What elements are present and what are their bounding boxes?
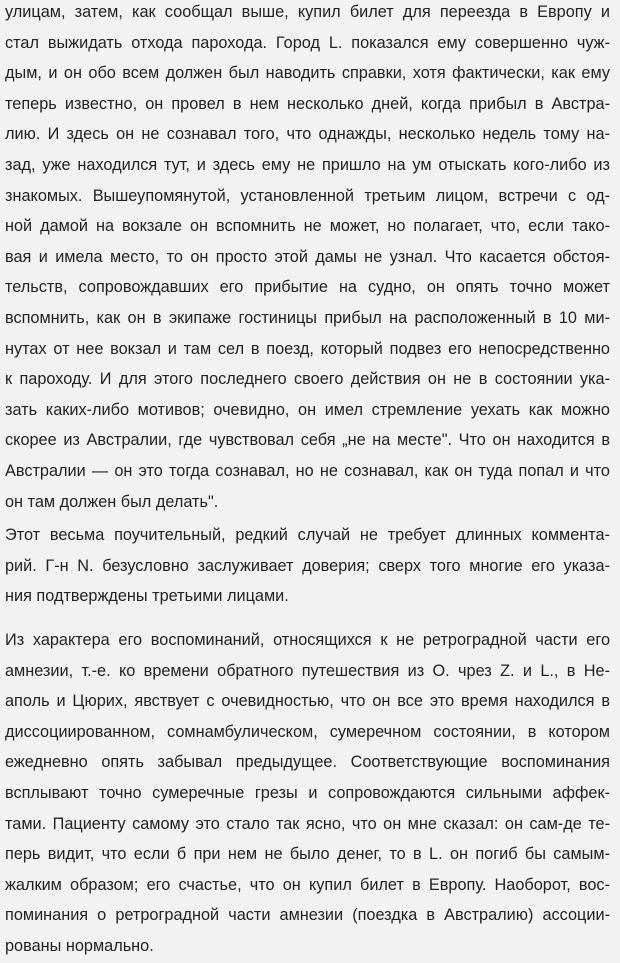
text-line: рий. Г-н N. безусловно заслуживает доверия; сверх того многие его указа- (5, 556, 610, 575)
text-line: улицам, затем, как сообщал выше, купил билет для переезда в Европу и (5, 3, 610, 21)
text-line: скорее из Австралии, где чувствовал себя „не на месте". Что он находится в (5, 431, 610, 450)
text-line: рованы нормально. (5, 936, 154, 955)
text-line: Австралии — он это тогда сознавал, но не сознавал, как он туда попал и что (5, 461, 610, 480)
text-line: он там должен был делать". (5, 492, 219, 511)
text-line: теперь известно, он провел в нем несколько дней, когда прибыл в Австра- (5, 94, 610, 113)
text-line: ежедневно опять забывал предыдущее. Соответствующие воспоминания (5, 753, 610, 772)
text-line: амнезии, т.-е. ко времени обратного путешествия из О. чрез Z. и L., в Не- (5, 661, 610, 680)
paragraph (5, 625, 610, 962)
text-line: диссоциированном, сомнамбулическом, сумеречном состоянии, в котором (5, 722, 610, 741)
text-line: перь видит, что если б при нем не было денег, то в L. он погиб бы самым- (5, 845, 610, 864)
text-line: лию. И здесь он не сознавал того, что однажды, несколько недель тому на- (5, 125, 610, 144)
text-line: зать каких-либо мотивов; очевидно, он имел стремление уехать как можно (5, 400, 610, 419)
paragraph (5, 0, 610, 517)
text-line: к пароходу. И для этого последнего своего действия он не в состоянии ука- (5, 370, 610, 389)
paragraph (5, 520, 610, 612)
text-line: знакомых. Вышеупомянутой, установленной третьим лицом, встречи с од- (5, 186, 610, 205)
text-line: жалким образом; его счастье, что он купил билет в Европу. Наоборот, вос- (5, 875, 610, 894)
text-line: дым, и он обо всем должен был наводить справки, хотя фактически, как ему (5, 64, 610, 83)
text-line: нутах от нее вокзал и там сел в поезд, который подвез его непосредственно (5, 339, 610, 358)
text-line: зад, уже находился тут, и здесь ему не пришло на ум отыскать кого-либо из (5, 155, 610, 174)
text-line: ной дамой на вокзале он вспомнить не может, но полагает, что, если тако- (5, 217, 610, 236)
text-line: вспомнить, как он в экипаже гостиницы прибыл на расположенный в 10 ми- (5, 308, 610, 327)
text-line: аполь и Цюрих, явствует с очевидностью, что он все это время находился в (5, 692, 610, 711)
text-line: стал выжидать отхода парохода. Город L. показался ему совершенно чуж- (5, 33, 610, 52)
text-line: всплывают точно сумеречные грезы и сопровождаются сильными аффек- (5, 783, 610, 802)
text-line: Этот весьма поучительный, редкий случай не требует длинных коммента- (5, 526, 610, 544)
text-line: ния подтверждены третьими лицами. (5, 587, 289, 606)
text-line: Из характера его воспоминаний, относящихся к не ретроградной части его (5, 631, 610, 649)
text-line: тельств, сопровождавших его прибытие на судно, он опять точно может (5, 278, 610, 297)
text-line: поминания о ретроградной части амнезии (поездка в Австралию) ассоции- (5, 906, 610, 925)
text-line: тами. Пациенту самому это стало так ясно, что он мне сказал: он сам-де те- (5, 814, 610, 833)
text-line: вая и имела место, то он просто этой дамы не узнал. Что касается обстоя- (5, 247, 610, 266)
